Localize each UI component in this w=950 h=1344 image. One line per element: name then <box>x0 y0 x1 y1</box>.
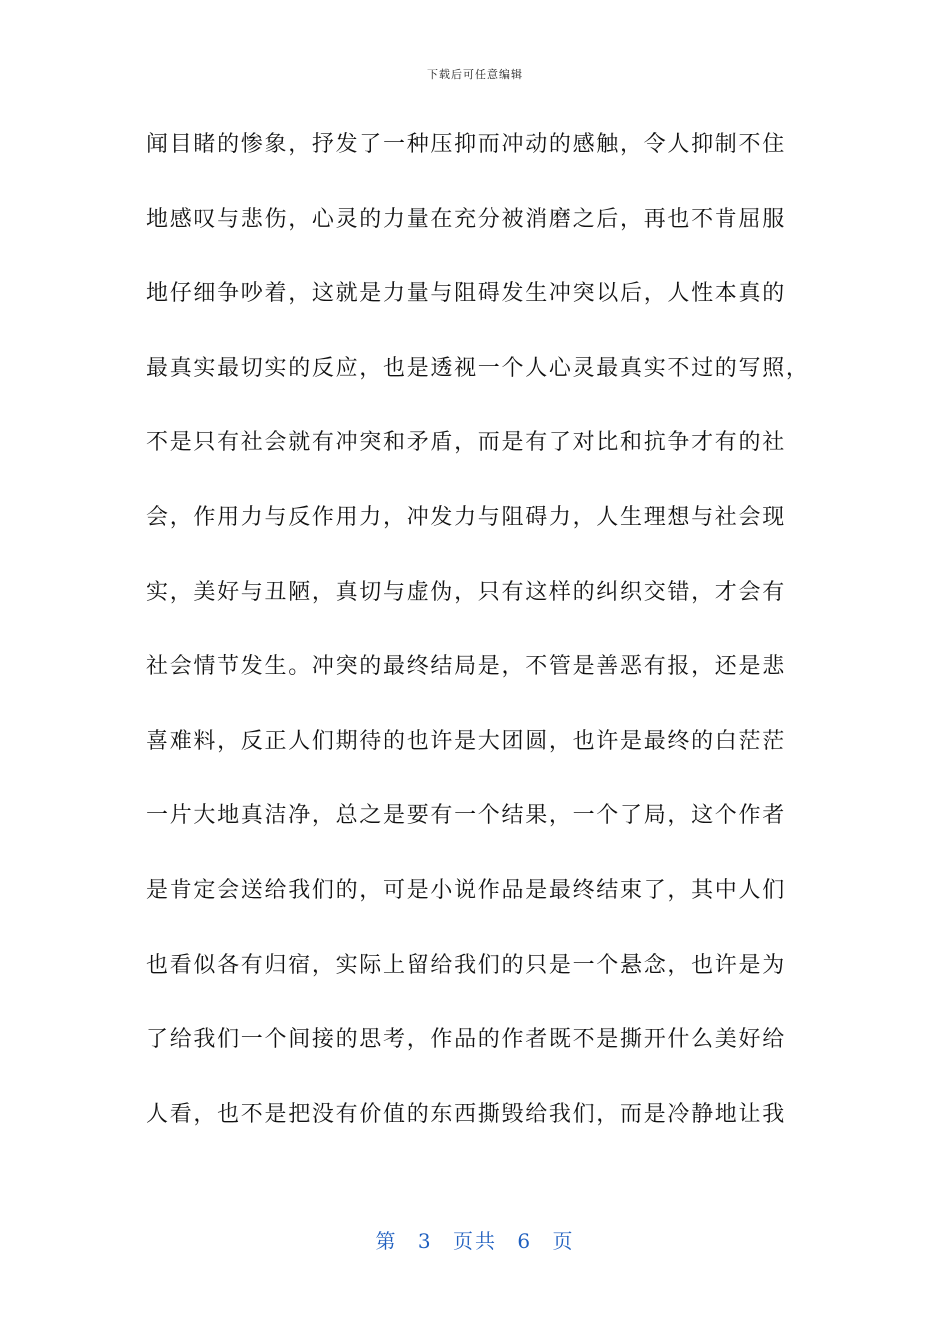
current-page-number: 3 <box>417 1229 433 1253</box>
text-line: 是肯定会送给我们的，可是小说作品是最终结束了，其中人们 <box>146 877 786 903</box>
page-number-footer <box>0 1225 950 1254</box>
text-line: 最真实最切实的反应，也是透视一个人心灵最真实不过的写照， <box>146 355 810 381</box>
text-line: 闻目睹的惨象，抒发了一种压抑而冲动的感触，令人抑制不住 <box>146 132 786 157</box>
text-line: 会，作用力与反作用力，冲发力与阻碍力，人生理想与社会现 <box>146 504 786 530</box>
text-line: 人看，也不是把没有价值的东西撕毁给我们，而是冷静地让我 <box>146 1101 786 1127</box>
total-pages-number: 6 <box>517 1229 533 1253</box>
page-prefix: 第 <box>375 1229 398 1253</box>
page-header-note: 下载后可任意编辑 <box>427 68 523 81</box>
page-mid-label: 页共 <box>453 1229 497 1253</box>
text-line: 了给我们一个间接的思考，作品的作者既不是撕开什么美好给 <box>146 1027 786 1053</box>
text-line: 地仔细争吵着，这就是力量与阻碍发生冲突以后，人性本真的 <box>146 281 786 307</box>
text-line: 地感叹与悲伤，心灵的力量在充分被消磨之后，再也不肯屈服 <box>146 206 786 232</box>
document-body <box>146 126 816 1170</box>
text-line: 社会情节发生。冲突的最终结局是，不管是善恶有报，还是悲 <box>146 654 786 680</box>
text-line: 喜难料，反正人们期待的也许是大团圆，也许是最终的白茫茫 <box>146 728 786 754</box>
text-line: 一片大地真洁净，总之是要有一个结果，一个了局，这个作者 <box>146 803 786 829</box>
page-suffix: 页 <box>552 1229 575 1253</box>
text-line: 也看似各有归宿，实际上留给我们的只是一个悬念，也许是为 <box>146 952 786 978</box>
text-line: 实，美好与丑陋，真切与虚伪，只有这样的纠织交错，才会有 <box>146 579 786 605</box>
text-line: 不是只有社会就有冲突和矛盾，而是有了对比和抗争才有的社 <box>146 430 786 456</box>
